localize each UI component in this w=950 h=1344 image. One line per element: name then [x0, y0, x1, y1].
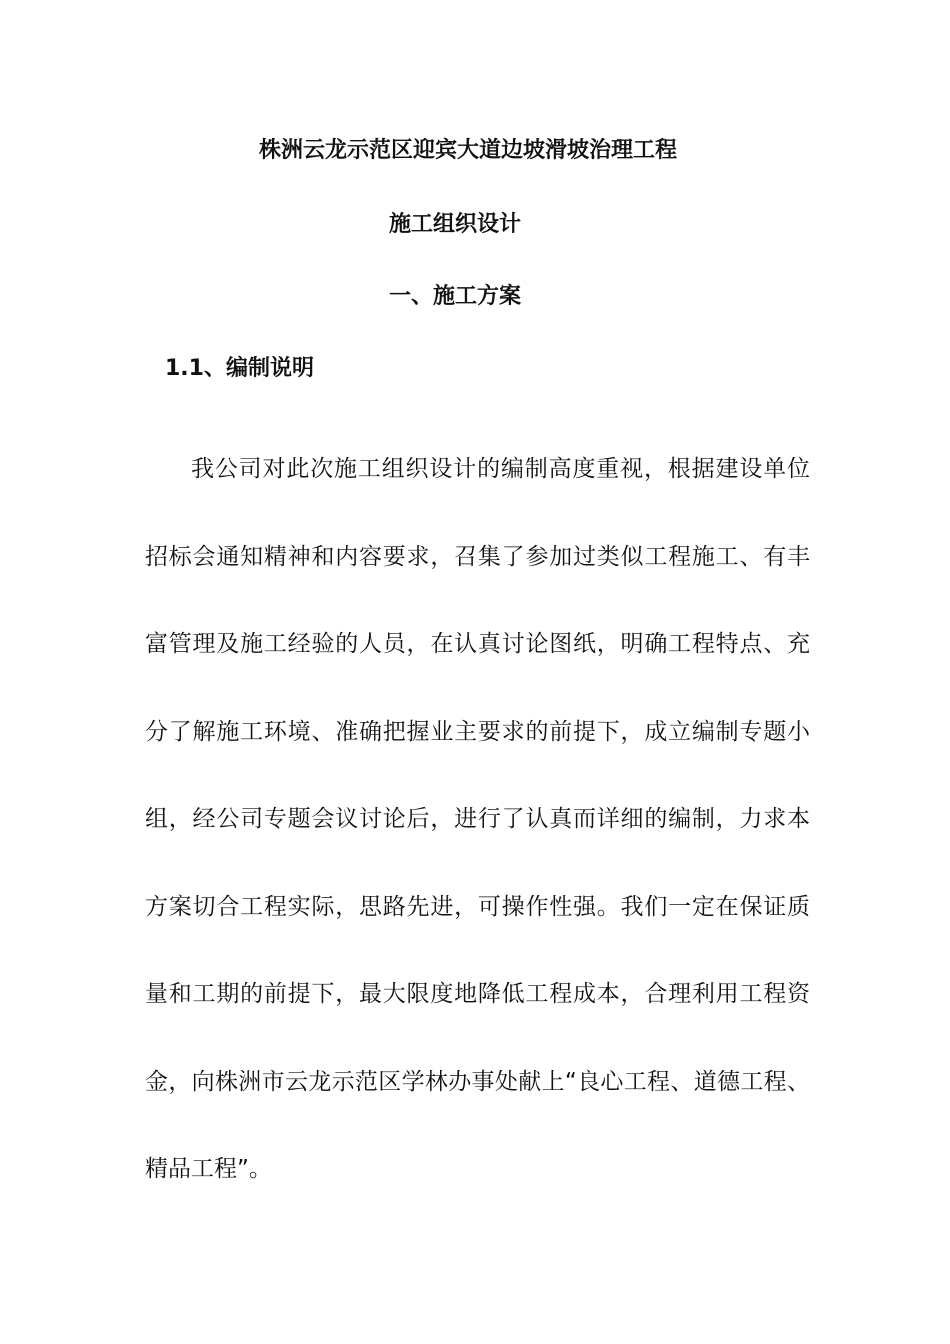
body-paragraph: 我公司对此次施工组织设计的编制高度重视，根据建设单位招标会通知精神和内容要求，召集了参加过类似工程施工、有丰富管理及施工经验的人员，在认真讨论图纸，明确工程特点、充分了解施工环境、准确把握业主要求的前提下，成立编制专题小组，经公司专题会议讨论后，进行了认真而详细的编制，力求本方案切合工程实际，思路先进，可操作性强。我们一定在保证质量和工期的前提下，最大限度地降低工程成本，合理利用工程资金，向株洲市云龙示范区学林办事处献上“良心工程、道德工程、精品工程”。	[145, 456, 810, 1182]
subsection-heading: 1.1、编制说明	[165, 356, 314, 381]
section-heading: 一、施工方案	[388, 284, 521, 309]
document-title: 株洲云龙示范区迎宾大道边坡滑坡治理工程	[258, 138, 677, 163]
document-subtitle: 施工组织设计	[388, 212, 521, 237]
